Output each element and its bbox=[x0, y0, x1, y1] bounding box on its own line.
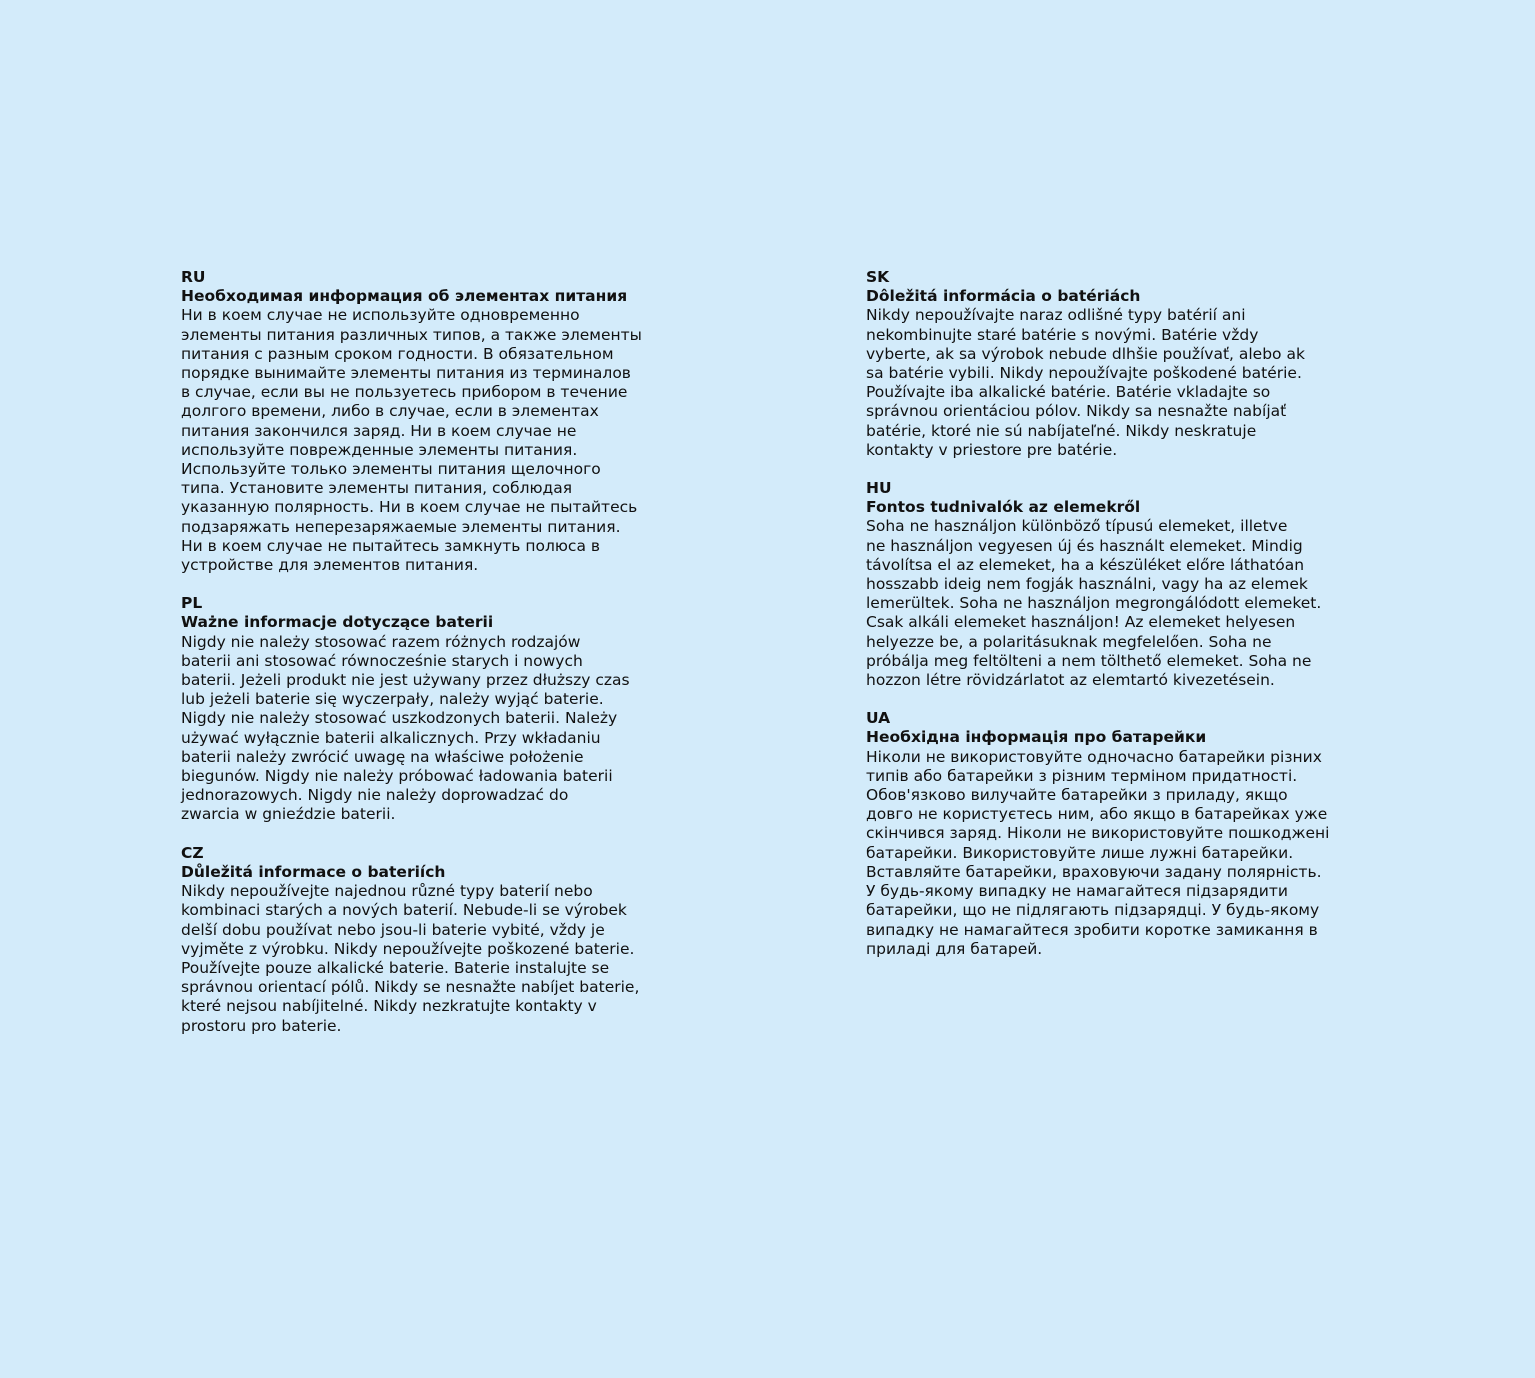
body-line: helyezze be, a polaritásuknak megfelelően. Soha ne bbox=[866, 632, 1272, 651]
section-body bbox=[181, 306, 671, 575]
body-line: vyjměte z výrobku. Nikdy nepoužívejte poškozené baterie. bbox=[181, 939, 635, 958]
body-line: випадку не намагайтеся зробити коротке замикання в bbox=[866, 920, 1318, 939]
left-column bbox=[181, 268, 671, 1055]
section-title: Důležitá informace o bateriích bbox=[181, 862, 446, 881]
section-body bbox=[866, 748, 1356, 959]
body-line: távolítsa el az elemeket, ha a készüléket előre láthatóan bbox=[866, 555, 1305, 574]
body-line: Обов'язково вилучайте батарейки з приладу, якщо bbox=[866, 786, 1288, 805]
body-line: Используйте только элементы питания щелочного bbox=[181, 460, 601, 479]
body-line: элементы питания различных типов, а также элементы bbox=[181, 325, 642, 344]
body-line: питания закончился заряд. Ни в коем случае не bbox=[181, 421, 577, 440]
body-line: подзаряжать неперезаряжаемые элементы питания. bbox=[181, 517, 621, 536]
body-line: Ни в коем случае не пытайтесь замкнуть полюса в bbox=[181, 536, 601, 555]
body-line: které nejsou nabíjitelné. Nikdy nezkratujte kontakty v bbox=[181, 997, 597, 1016]
right-column bbox=[866, 268, 1356, 978]
section-cz bbox=[181, 844, 671, 1036]
body-line: zwarcia w gnieździe baterii. bbox=[181, 805, 396, 824]
body-line: hozzon létre rövidzárlatot az elemtartó kivezetésein. bbox=[866, 671, 1275, 690]
body-line: biegunów. Nigdy nie należy próbować ładowania baterii bbox=[181, 767, 613, 786]
body-line: Nigdy nie należy stosować razem różnych rodzajów bbox=[181, 632, 581, 651]
body-line: Ніколи не використовуйте одночасно батарейки різних bbox=[866, 747, 1322, 766]
body-line: типів або батарейки з різним терміном придатності. bbox=[866, 766, 1298, 785]
body-line: указанную полярность. Ни в коем случае не пытайтесь bbox=[181, 498, 638, 517]
section-body bbox=[181, 633, 671, 825]
body-line: nekombinujte staré batérie s novými. Batérie vždy bbox=[866, 325, 1259, 344]
body-line: używać wyłącznie baterii alkalicznych. Przy wkładaniu bbox=[181, 728, 601, 747]
body-line: jednorazowych. Nigdy nie należy doprowadzać do bbox=[181, 786, 569, 805]
section-title: Ważne informacje dotyczące baterii bbox=[181, 613, 494, 632]
body-line: батарейки, що не підлягають підзарядці. У будь-якому bbox=[866, 901, 1320, 920]
language-code: SK bbox=[866, 268, 890, 286]
section-body bbox=[866, 306, 1356, 460]
section-body bbox=[181, 882, 671, 1036]
body-line: Nikdy nepoužívajte naraz odlišné typy batérií ani bbox=[866, 306, 1246, 325]
body-line: У будь-якому випадку не намагайтеся підзарядити bbox=[866, 882, 1288, 901]
body-line: Soha ne használjon különböző típusú elemeket, illetve bbox=[866, 517, 1288, 536]
section-title: Необхідна інформація про батарейки bbox=[866, 728, 1207, 747]
body-line: типа. Установите элементы питания, соблюдая bbox=[181, 479, 573, 498]
body-line: batérie, ktoré nie sú nabíjateľné. Nikdy neskratuje bbox=[866, 421, 1257, 440]
body-line: prostoru pro baterie. bbox=[181, 1016, 342, 1035]
section-title: Fontos tudnivalók az elemekről bbox=[866, 498, 1141, 517]
body-line: kombinaci starých a nových baterií. Nebude-li se výrobek bbox=[181, 901, 627, 920]
body-line: baterii. Jeżeli produkt nie jest używany przez dłuższy czas bbox=[181, 671, 630, 690]
section-title: Dôležitá informácia o batériách bbox=[866, 287, 1141, 306]
body-line: используйте поврежденные элементы питания. bbox=[181, 440, 578, 459]
body-line: delší dobu používat nebo jsou-li baterie vybité, vždy je bbox=[181, 920, 605, 939]
body-line: в случае, если вы не пользуетесь прибором в течение bbox=[181, 383, 628, 402]
body-line: скінчився заряд. Ніколи не використовуйте пошкоджені bbox=[866, 824, 1330, 843]
body-line: lemerültek. Soha ne használjon megrongálódott elemeket. bbox=[866, 594, 1322, 613]
body-line: приладі для батарей. bbox=[866, 939, 1043, 958]
language-code: PL bbox=[181, 594, 203, 613]
body-line: Вставляйте батарейки, враховуючи задану полярність. bbox=[866, 862, 1322, 881]
body-line: baterii ani stosować równocześnie starych i nowych bbox=[181, 651, 583, 670]
body-line: vyberte, ak sa výrobok nebude dlhšie používať, alebo ak bbox=[866, 344, 1305, 363]
body-line: správnou orientací pólů. Nikdy se nesnažte nabíjet baterie, bbox=[181, 978, 640, 997]
section-body bbox=[866, 517, 1356, 690]
body-line: sa batérie vybili. Nikdy nepoužívajte poškodené batérie. bbox=[866, 364, 1302, 383]
body-line: Používejte pouze alkalické baterie. Baterie instalujte se bbox=[181, 958, 610, 977]
section-sk bbox=[866, 268, 1356, 460]
body-line: порядке вынимайте элементы питания из терминалов bbox=[181, 364, 631, 383]
body-line: Nigdy nie należy stosować uszkodzonych baterii. Należy bbox=[181, 709, 618, 728]
section-ru bbox=[181, 268, 671, 575]
body-line: долгого времени, либо в случае, если в элементах bbox=[181, 402, 599, 421]
section-ua bbox=[866, 709, 1356, 959]
body-line: hosszabb ideig nem fogják használni, vagy ha az elemek bbox=[866, 575, 1308, 594]
language-code: RU bbox=[181, 268, 206, 286]
body-line: устройстве для элементов питания. bbox=[181, 556, 479, 575]
body-line: baterii należy zwrócić uwagę na właściwe położenie bbox=[181, 747, 584, 766]
body-line: Ни в коем случае не используйте одновременно bbox=[181, 306, 580, 325]
language-code: CZ bbox=[181, 843, 204, 862]
body-line: питания с разным сроком годности. В обязательном bbox=[181, 344, 614, 363]
body-line: kontakty v priestore pre batérie. bbox=[866, 440, 1118, 459]
body-line: довго не користуєтесь ним, або якщо в батарейках уже bbox=[866, 805, 1328, 824]
section-pl bbox=[181, 594, 671, 824]
section-hu bbox=[866, 479, 1356, 690]
section-title: Необходимая информация об элементах питания bbox=[181, 287, 628, 306]
body-line: próbálja meg feltölteni a nem tölthető elemeket. Soha ne bbox=[866, 651, 1312, 670]
language-code: UA bbox=[866, 709, 891, 728]
body-line: батарейки. Використовуйте лише лужні батарейки. bbox=[866, 843, 1294, 862]
body-line: Csak alkáli elemeket használjon! Az elemeket helyesen bbox=[866, 613, 1296, 632]
body-line: správnou orientáciou pólov. Nikdy sa nesnažte nabíjať bbox=[866, 402, 1287, 421]
body-line: ne használjon vegyesen új és használt elemeket. Mindig bbox=[866, 536, 1303, 555]
body-line: Používajte iba alkalické batérie. Batérie vkladajte so bbox=[866, 383, 1271, 402]
body-line: Nikdy nepoužívejte najednou různé typy baterií nebo bbox=[181, 882, 593, 901]
body-line: lub jeżeli baterie się wyczerpały, należy wyjąć baterie. bbox=[181, 690, 604, 709]
language-code: HU bbox=[866, 479, 892, 498]
